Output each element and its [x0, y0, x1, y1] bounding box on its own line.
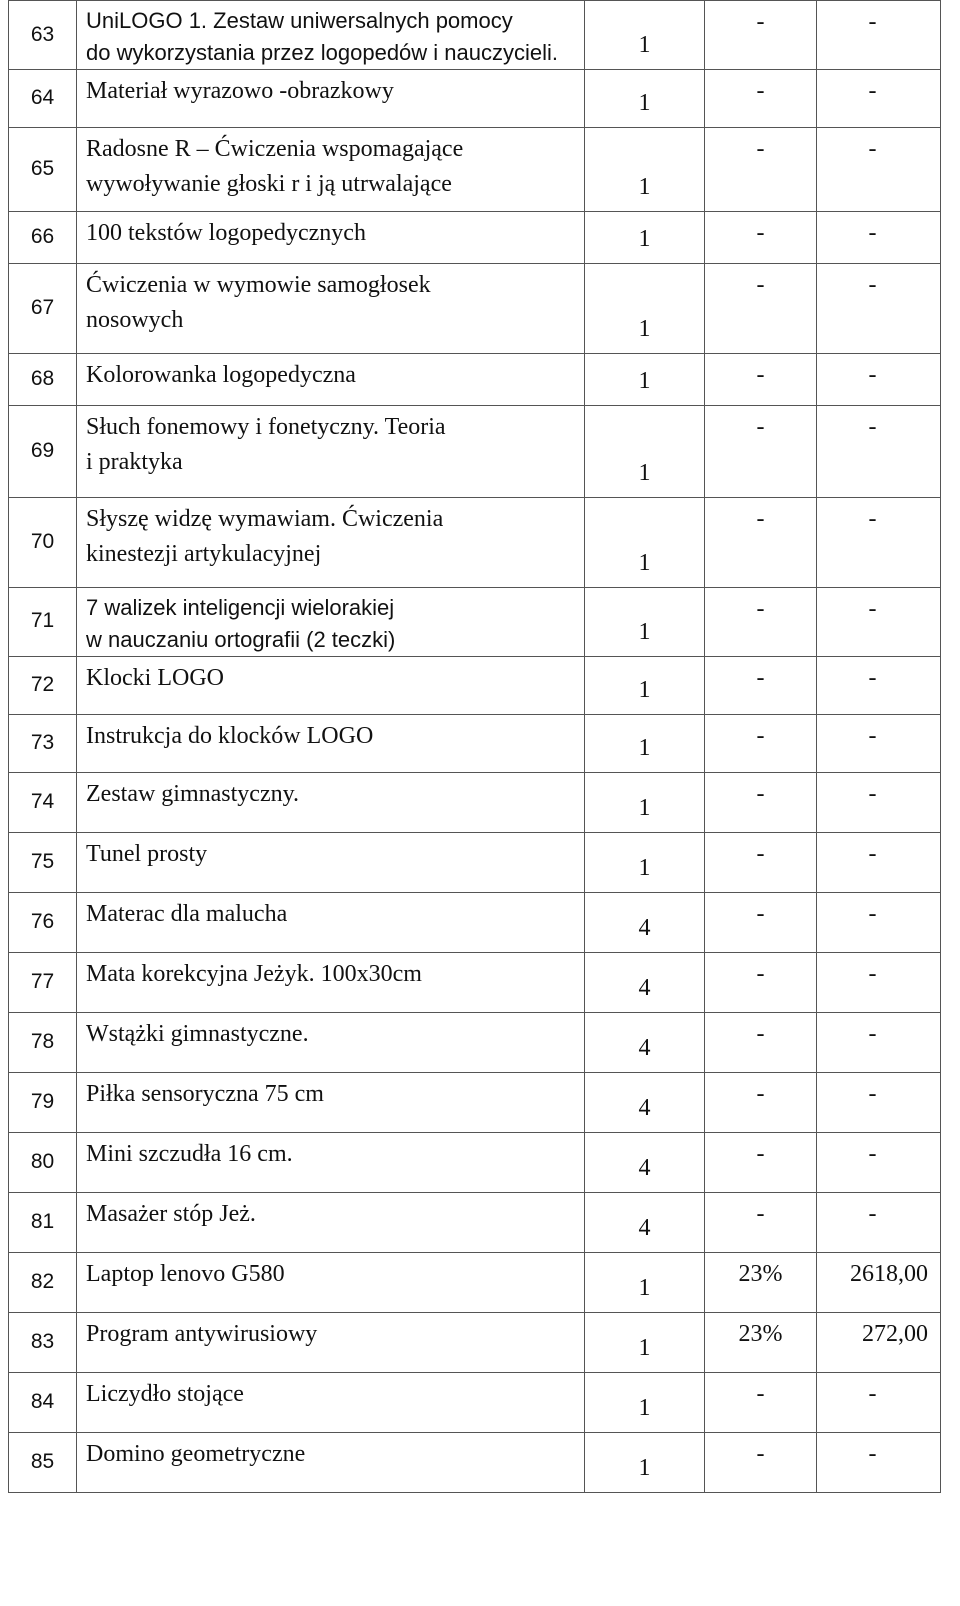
item-name — [77, 69, 585, 127]
row-number: 67 — [9, 263, 77, 353]
item-vat: 23% — [705, 1252, 817, 1312]
item-vat: - — [705, 772, 817, 832]
item-name — [77, 587, 585, 656]
item-price: - — [817, 69, 941, 127]
item-price: - — [817, 832, 941, 892]
item-name-line: Piłka sensoryczna 75 cm — [86, 1080, 324, 1107]
table-row — [9, 1432, 941, 1492]
item-quantity: 1 — [585, 69, 705, 127]
item-quantity: 1 — [585, 1, 705, 70]
row-number: 73 — [9, 714, 77, 772]
item-name-line: wywoływanie głoski r i ją utrwalające — [86, 170, 452, 197]
item-name — [77, 714, 585, 772]
item-price: - — [817, 1072, 941, 1132]
table-row — [9, 772, 941, 832]
item-vat: - — [705, 497, 817, 587]
item-name-line: Słuch fonemowy i fonetyczny. Teoria — [86, 413, 446, 440]
row-number: 77 — [9, 952, 77, 1012]
table-row — [9, 497, 941, 587]
row-number: 72 — [9, 656, 77, 714]
item-name — [77, 263, 585, 353]
item-name-line: w nauczaniu ortografii (2 teczki) — [86, 626, 396, 652]
row-number: 74 — [9, 772, 77, 832]
item-name — [77, 1312, 585, 1372]
row-number: 79 — [9, 1072, 77, 1132]
table-row — [9, 1312, 941, 1372]
item-name — [77, 127, 585, 211]
inventory-table — [8, 0, 941, 1493]
item-quantity: 4 — [585, 1192, 705, 1252]
item-name — [77, 1012, 585, 1072]
item-vat: 23% — [705, 1312, 817, 1372]
row-number: 70 — [9, 497, 77, 587]
item-name — [77, 1072, 585, 1132]
item-price: - — [817, 1012, 941, 1072]
item-quantity: 1 — [585, 405, 705, 497]
table-row — [9, 832, 941, 892]
item-price: 2618,00 — [817, 1252, 941, 1312]
row-number: 85 — [9, 1432, 77, 1492]
item-quantity: 1 — [585, 497, 705, 587]
table-row — [9, 127, 941, 211]
item-price: - — [817, 497, 941, 587]
item-vat: - — [705, 211, 817, 263]
item-vat: - — [705, 952, 817, 1012]
item-vat: - — [705, 587, 817, 656]
item-name-line: Materac dla malucha — [86, 900, 288, 927]
item-name-line: kinestezji artykulacyjnej — [86, 540, 322, 567]
item-name-line: do wykorzystania przez logopedów i nauczycieli. — [86, 39, 559, 65]
item-name-line: Ćwiczenia w wymowie samogłosek — [86, 271, 431, 298]
item-name-line: 100 tekstów logopedycznych — [86, 219, 366, 246]
item-name-line: Słyszę widzę wymawiam. Ćwiczenia — [86, 505, 444, 532]
item-name — [77, 656, 585, 714]
table-row — [9, 353, 941, 405]
item-price: - — [817, 892, 941, 952]
item-quantity: 1 — [585, 1252, 705, 1312]
item-quantity: 1 — [585, 714, 705, 772]
item-name — [77, 772, 585, 832]
table-row — [9, 263, 941, 353]
item-price: - — [817, 1372, 941, 1432]
item-price: - — [817, 772, 941, 832]
item-name-line: Liczydło stojące — [86, 1380, 244, 1407]
table-row — [9, 952, 941, 1012]
table-row — [9, 1012, 941, 1072]
item-name — [77, 1, 585, 70]
item-name — [77, 952, 585, 1012]
item-name-line: Masażer stóp Jeż. — [86, 1200, 256, 1227]
item-vat: - — [705, 656, 817, 714]
item-name — [77, 1372, 585, 1432]
item-quantity: 1 — [585, 263, 705, 353]
row-number: 64 — [9, 69, 77, 127]
item-vat: - — [705, 353, 817, 405]
item-price: - — [817, 714, 941, 772]
item-quantity: 1 — [585, 1312, 705, 1372]
item-name-line: 7 walizek inteligencji wielorakiej — [86, 594, 395, 620]
item-vat: - — [705, 1432, 817, 1492]
table-row — [9, 1132, 941, 1192]
item-vat: - — [705, 405, 817, 497]
item-quantity: 1 — [585, 587, 705, 656]
row-number: 84 — [9, 1372, 77, 1432]
item-vat: - — [705, 832, 817, 892]
item-name — [77, 892, 585, 952]
item-price: - — [817, 952, 941, 1012]
item-quantity: 1 — [585, 353, 705, 405]
item-price: - — [817, 211, 941, 263]
item-name-line: Materiał wyrazowo -obrazkowy — [86, 77, 394, 104]
item-name — [77, 211, 585, 263]
item-name-line: Tunel prosty — [86, 840, 208, 867]
table-row — [9, 69, 941, 127]
document-page — [8, 0, 960, 1606]
item-name — [77, 1192, 585, 1252]
item-vat: - — [705, 127, 817, 211]
row-number: 66 — [9, 211, 77, 263]
table-row — [9, 656, 941, 714]
table-row — [9, 1252, 941, 1312]
table-row — [9, 892, 941, 952]
item-name-line: Instrukcja do klocków LOGO — [86, 722, 374, 749]
item-name-line: UniLOGO 1. Zestaw uniwersalnych pomocy — [86, 8, 513, 33]
table-row — [9, 714, 941, 772]
item-name — [77, 497, 585, 587]
item-name — [77, 1252, 585, 1312]
item-vat: - — [705, 1192, 817, 1252]
item-name — [77, 832, 585, 892]
item-price: - — [817, 1132, 941, 1192]
row-number: 81 — [9, 1192, 77, 1252]
item-name-line: Program antywirusiowy — [86, 1320, 318, 1347]
inventory-table-body — [9, 1, 941, 1493]
table-row — [9, 1072, 941, 1132]
item-quantity: 1 — [585, 832, 705, 892]
item-name — [77, 1432, 585, 1492]
item-quantity: 1 — [585, 211, 705, 263]
row-number: 71 — [9, 587, 77, 656]
item-quantity: 4 — [585, 1012, 705, 1072]
row-number: 76 — [9, 892, 77, 952]
item-quantity: 4 — [585, 1072, 705, 1132]
item-vat: - — [705, 714, 817, 772]
row-number: 83 — [9, 1312, 77, 1372]
table-row — [9, 211, 941, 263]
item-price: - — [817, 353, 941, 405]
item-name — [77, 405, 585, 497]
item-vat: - — [705, 69, 817, 127]
row-number: 63 — [9, 1, 77, 70]
row-number: 68 — [9, 353, 77, 405]
item-price: 272,00 — [817, 1312, 941, 1372]
table-row — [9, 1372, 941, 1432]
item-name-line: Zestaw gimnastyczny. — [86, 780, 300, 807]
row-number: 69 — [9, 405, 77, 497]
item-quantity: 4 — [585, 952, 705, 1012]
item-name-line: Laptop lenovo G580 — [86, 1260, 285, 1287]
item-name-line: Kolorowanka logopedyczna — [86, 361, 356, 388]
item-quantity: 1 — [585, 656, 705, 714]
table-row — [9, 587, 941, 656]
item-quantity: 1 — [585, 127, 705, 211]
table-row — [9, 1192, 941, 1252]
item-name-line: Mini szczudła 16 cm. — [86, 1140, 293, 1167]
item-vat: - — [705, 1072, 817, 1132]
item-vat: - — [705, 1, 817, 70]
item-name-line: Mata korekcyjna Jeżyk. 100x30cm — [86, 960, 422, 987]
row-number: 75 — [9, 832, 77, 892]
item-quantity: 1 — [585, 1432, 705, 1492]
item-name-line: i praktyka — [86, 448, 183, 475]
item-price: - — [817, 263, 941, 353]
item-quantity: 4 — [585, 892, 705, 952]
row-number: 78 — [9, 1012, 77, 1072]
item-name-line: Domino geometryczne — [86, 1440, 306, 1467]
row-number: 65 — [9, 127, 77, 211]
item-price: - — [817, 127, 941, 211]
item-price: - — [817, 656, 941, 714]
item-vat: - — [705, 1372, 817, 1432]
item-price: - — [817, 405, 941, 497]
item-vat: - — [705, 892, 817, 952]
row-number: 80 — [9, 1132, 77, 1192]
item-vat: - — [705, 1132, 817, 1192]
item-name-line: Klocki LOGO — [86, 664, 224, 691]
item-name-line: Radosne R – Ćwiczenia wspomagające — [86, 135, 464, 162]
item-price: - — [817, 587, 941, 656]
item-quantity: 1 — [585, 1372, 705, 1432]
item-price: - — [817, 1432, 941, 1492]
item-name — [77, 353, 585, 405]
item-name-line: Wstążki gimnastyczne. — [86, 1020, 309, 1047]
table-row — [9, 1, 941, 70]
row-number: 82 — [9, 1252, 77, 1312]
item-price: - — [817, 1192, 941, 1252]
item-name — [77, 1132, 585, 1192]
item-vat: - — [705, 263, 817, 353]
item-name-line: nosowych — [86, 306, 184, 333]
table-row — [9, 405, 941, 497]
item-vat: - — [705, 1012, 817, 1072]
item-quantity: 4 — [585, 1132, 705, 1192]
item-quantity: 1 — [585, 772, 705, 832]
item-price: - — [817, 1, 941, 70]
